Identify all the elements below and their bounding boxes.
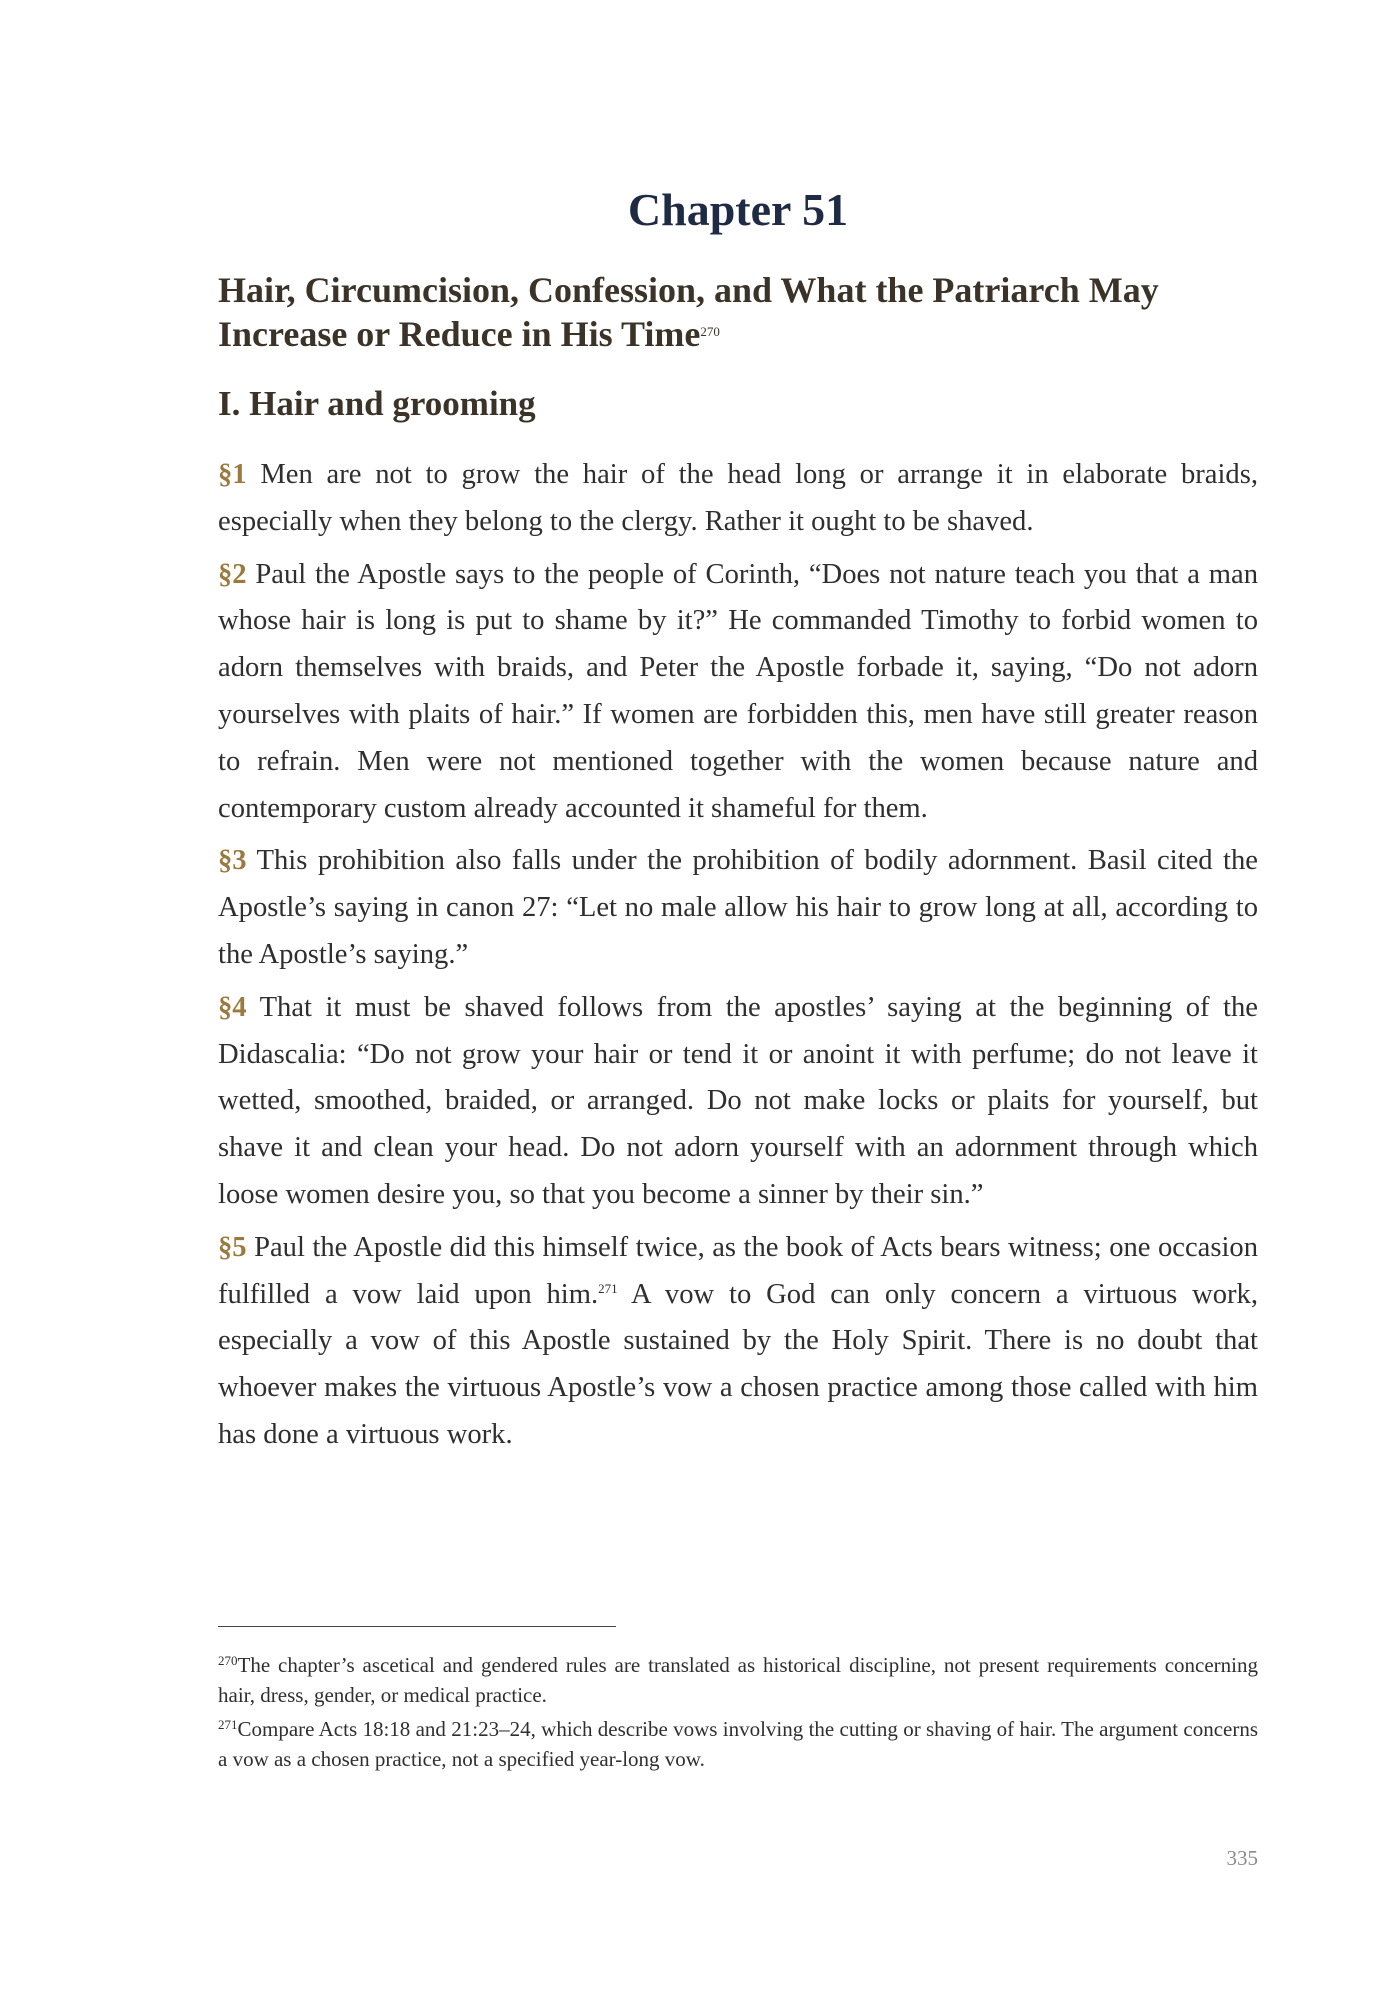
paragraph-3 — [218, 838, 1258, 978]
footnote-number: 270 — [218, 1653, 238, 1668]
paragraph-text: Paul the Apostle did this himself twice, as the book of Acts bears witness; one occasion fulfilled a vow laid upon him. — [218, 1231, 1258, 1310]
footnote-ref-270[interactable]: 270 — [700, 324, 720, 339]
paragraph-text-continued: A vow to God can only concern a virtuous work, especially a vow of this Apostle sustained by the Holy Spirit. There is no doubt that whoever makes the virtuous Apostle’s vow a chosen practice among those called with him has done a virtuous work. — [218, 1278, 1258, 1450]
body-text — [218, 452, 1258, 1465]
paragraph-number: §1 — [218, 459, 247, 490]
paragraph-5 — [218, 1225, 1258, 1459]
paragraph-text: This prohibition also falls under the prohibition of bodily adornment. Basil cited the Apostle’s saying in canon 27: “Let no male allow his hair to grow long at all, according to the Apostle’s saying.” — [218, 845, 1258, 970]
chapter-subtitle-text: Hair, Circumcision, Confession, and What the Patriarch May Increase or Reduce in His Time — [218, 270, 1159, 354]
book-page — [218, 0, 1258, 2000]
footnote-270 — [218, 1650, 1258, 1710]
paragraph-number: §2 — [218, 558, 247, 590]
paragraph-4 — [218, 985, 1258, 1219]
paragraph-text: Men are not to grow the hair of the head long or arrange it in elaborate braids, especially when they belong to the clergy. Rather it ought to be shaved. — [218, 459, 1258, 537]
chapter-title: Chapter 51 — [627, 184, 849, 235]
footnote-text: Compare Acts 18:18 and 21:23–24, which describe vows involving the cutting or shaving of hair. The argument concerns a vow as a chosen practice, not a specified year-long vow. — [218, 1717, 1258, 1771]
paragraph-text: Paul the Apostle says to the people of Corinth, “Does not nature teach you that a man whose hair is long is put to shame by it?” He commanded Timothy to forbid women to adorn themselves with braids, and Peter the Apostle forbade it, saying, “Do not adorn yourselves with plaits of hair.” If women are forbidden this, men have still greater reason to refrain. Men were not mentioned together with the women because nature and contemporary custom already accounted it shameful for them. — [218, 558, 1258, 824]
footnote-number: 271 — [218, 1717, 238, 1732]
paragraph-text: That it must be shaved follows from the apostles’ saying at the beginning of the Didascalia: “Do not grow your hair or tend it or anoint it with perfume; do not leave it wetted, smoothed, braided, or arranged. Do not make locks or plaits for yourself, but shave it and clean your head. Do not adorn yourself with an adornment through which loose women desire you, so that you become a sinner by their sin.” — [218, 991, 1258, 1210]
chapter-subtitle — [218, 268, 1258, 356]
footnote-divider — [218, 1626, 616, 1627]
section-heading: I. Hair and grooming — [218, 384, 536, 423]
paragraph-number: §4 — [218, 991, 247, 1023]
paragraph-1 — [218, 452, 1258, 546]
footnote-ref-271[interactable]: 271 — [598, 1280, 618, 1296]
page-number: 335 — [1226, 1846, 1258, 1870]
footnotes — [218, 1650, 1258, 1778]
footnote-text: The chapter’s ascetical and gendered rules are translated as historical discipline, not present requirements concerning hair, dress, gender, or medical practice. — [218, 1653, 1258, 1707]
footnote-271 — [218, 1714, 1258, 1774]
paragraph-2 — [218, 552, 1258, 833]
paragraph-number: §3 — [218, 845, 247, 877]
paragraph-number: §5 — [218, 1231, 247, 1263]
